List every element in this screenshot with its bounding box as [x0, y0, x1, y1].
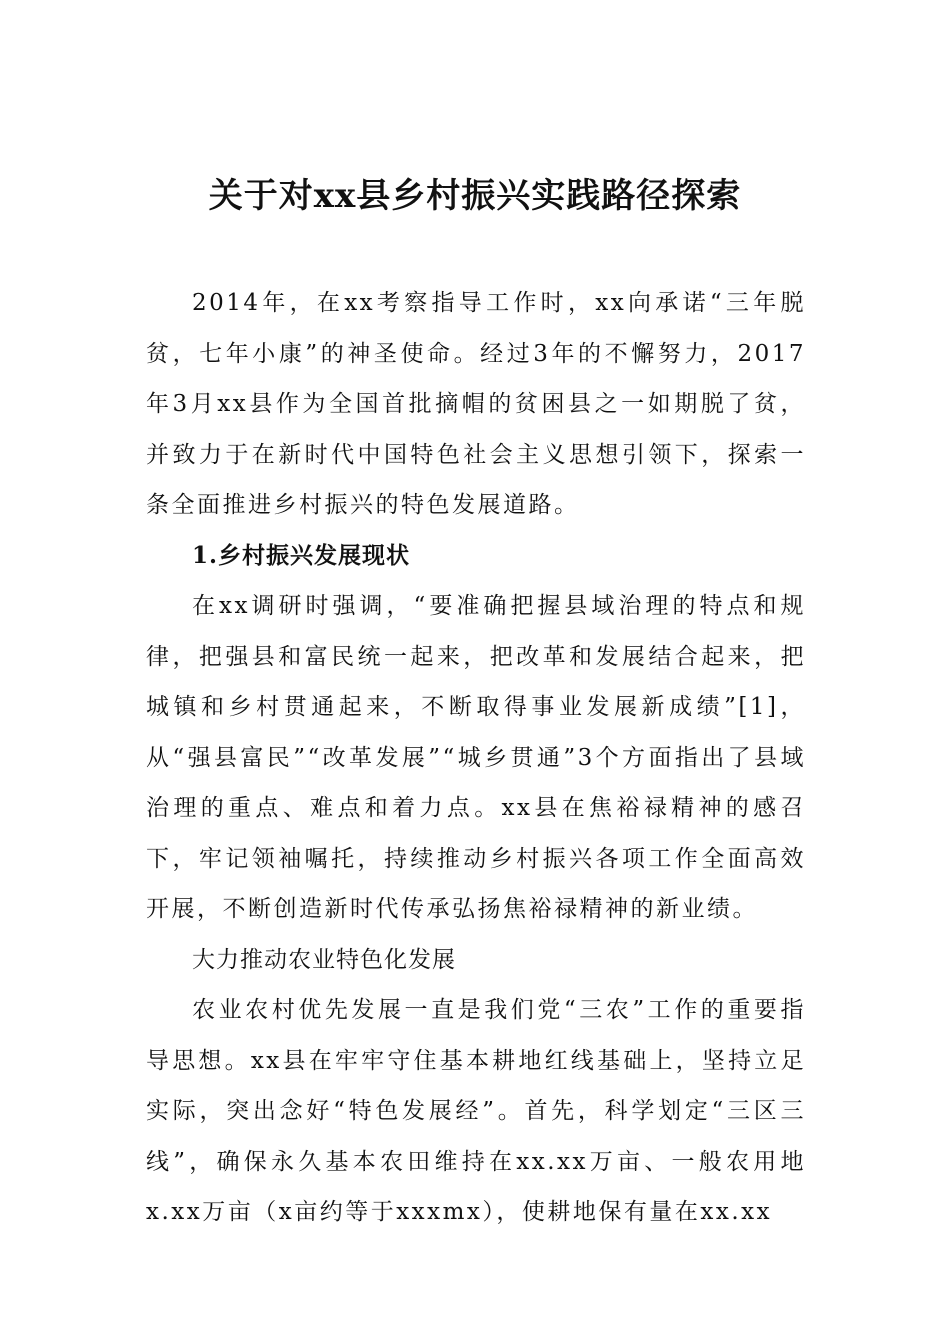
paragraph-status: 在xx调研时强调，“要准确把握县域治理的特点和规律，把强县和富民统一起来，把改革和发展结合起来，把城镇和乡村贯通起来，不断取得事业发展新成绩”[1]，从“强县富民”“改革发展”“城乡贯通”3个方面指出了县域治理的重点、难点和着力点。xx县在焦裕禄精神的感召下，牢记领袖嘱托，持续推动乡村振兴各项工作全面高效开展，不断创造新时代传承弘扬焦裕禄精神的新业绩。: [146, 593, 806, 922]
document-title: 关于对xx县乡村振兴实践路径探索: [208, 176, 742, 216]
paragraph-intro: 2014年，在xx考察指导工作时，xx向承诺“三年脱贫，七年小康”的神圣使命。经过3年的不懈努力，2017年3月xx县作为全国首批摘帽的贫困县之一如期脱了贫，并致力于在新时代中国特色社会主义思想引领下，探索一条全面推进乡村振兴的特色发展道路。: [146, 290, 806, 518]
document-body: [146, 278, 806, 1238]
paragraph-agriculture: 农业农村优先发展一直是我们党“三农”工作的重要指导思想。xx县在牢牢守住基本耕地红线基础上，坚持立足实际，突出念好“特色发展经”。首先，科学划定“三区三线”，确保永久基本农田维持在xx.xx万亩、一般农用地x.xx万亩（x亩约等于xxxmx），使耕地保有量在xx.xx: [146, 997, 806, 1225]
section-heading-status: 1.乡村振兴发展现状: [192, 541, 411, 569]
subsection-heading-agriculture: 大力推动农业特色化发展: [192, 946, 456, 973]
